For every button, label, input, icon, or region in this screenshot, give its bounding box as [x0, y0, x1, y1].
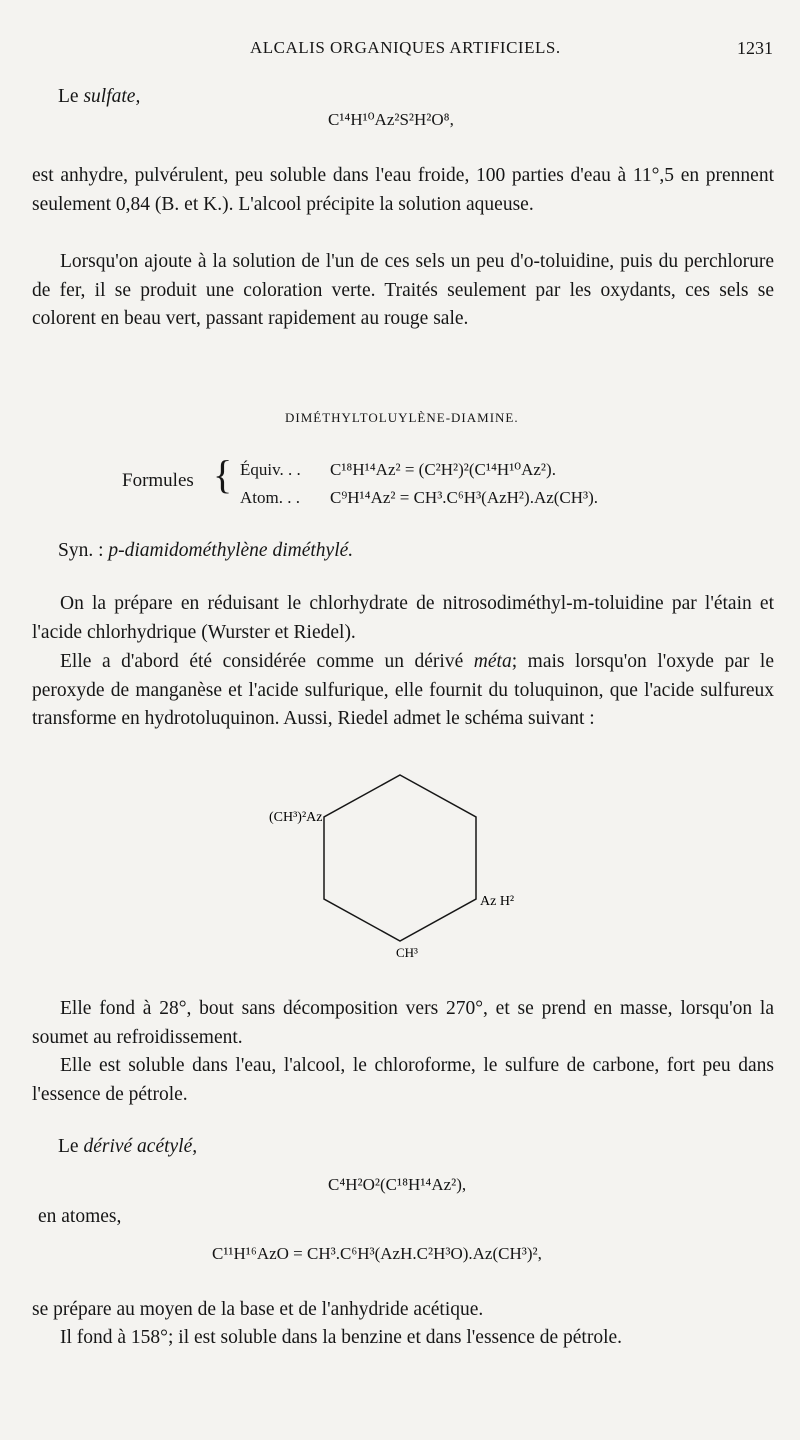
equiv-label: Équiv. . . — [240, 460, 301, 479]
acetyl-formula: C⁴H²O²(C¹⁸H¹⁴Az²), — [328, 1175, 467, 1194]
paragraph-solubility: Elle est soluble dans l'eau, l'alcool, le chloroforme, le sulfure de carbone, fort peu dans l'essence de pétrole. — [32, 1055, 774, 1105]
running-header: ALCALIS ORGANIQUES ARTIFICIELS. — [250, 38, 561, 57]
benzene-ring-scheme — [260, 765, 560, 965]
paragraph-acetyl-melting: Il fond à 158°; il est soluble dans la benzine et dans l'essence de pétrole. — [60, 1327, 623, 1348]
equiv-formula: C¹⁸H¹⁴Az² = (C²H²)²(C¹⁴H¹⁰Az²). — [330, 460, 556, 479]
paragraph-structure: Elle a d'abord été considérée comme un dérivé méta; mais lorsqu'on l'oxyde par le peroxyde de manganèse et l'acide sulfurique, elle fournit du toluquinon, que l'acide sulfureux transforme en hydrotoluquinon. Aussi, Riedel admet le schéma suivant : — [32, 651, 774, 729]
acetyl-atom-formula: C¹¹H¹⁶AzO = CH³.C⁶H³(AzH.C²H³O).Az(CH³)², — [212, 1244, 542, 1263]
en-atomes-label: en atomes, — [38, 1206, 122, 1227]
group-amino: Az H² — [480, 894, 515, 909]
paragraph-sulfate-properties: est anhydre, pulvérulent, peu soluble dans l'eau froide, 100 parties d'eau à 11°,5 en prennent seulement 0,84 (B. et K.). L'alcool précipite la solution aqueuse. — [32, 165, 774, 215]
paragraph-acetyl-preparation: se prépare au moyen de la base et de l'anhydride acétique. — [32, 1299, 484, 1320]
section-title: DIMÉTHYLTOLUYLÈNE-DIAMINE. — [285, 410, 519, 425]
acetyl-label: Le dérivé acétylé, — [58, 1136, 198, 1157]
formula-brace: { — [213, 452, 233, 497]
hexagon-ring — [324, 775, 476, 941]
paragraph-coloration: Lorsqu'on ajoute à la solution de l'un de ces sels un peu d'o-toluidine, puis du perchlorure de fer, il se produit une coloration verte. Traités seulement par les oxydants, ces sels se colorent en beau vert, passant rapidement au rouge sale. — [32, 251, 774, 329]
sulfate-formula: C¹⁴H¹⁰Az²S²H²O⁸, — [328, 110, 454, 129]
synonym-line: Syn. : p-diamidométhylène diméthylé. — [58, 540, 354, 561]
group-methyl: CH³ — [396, 945, 418, 960]
atom-label: Atom. . . — [240, 488, 300, 507]
page-number: 1231 — [737, 38, 773, 58]
atom-formula: C⁹H¹⁴Az² = CH³.C⁶H³(AzH²).Az(CH³). — [330, 488, 599, 507]
paragraph-melting: Elle fond à 28°, bout sans décomposition vers 270°, et se prend en masse, lorsqu'on la soumet au refroidissement. — [32, 998, 774, 1048]
sulfate-label: Le sulfate, — [58, 86, 141, 107]
paragraph-preparation: On la prépare en réduisant le chlorhydrate de nitrosodiméthyl-m-toluidine par l'étain et l'acide chlorhydrique (Wurster et Riedel). — [32, 593, 774, 643]
formulas-label: Formules — [122, 470, 194, 491]
group-dimethylamino: (CH³)²Az — [269, 810, 323, 825]
